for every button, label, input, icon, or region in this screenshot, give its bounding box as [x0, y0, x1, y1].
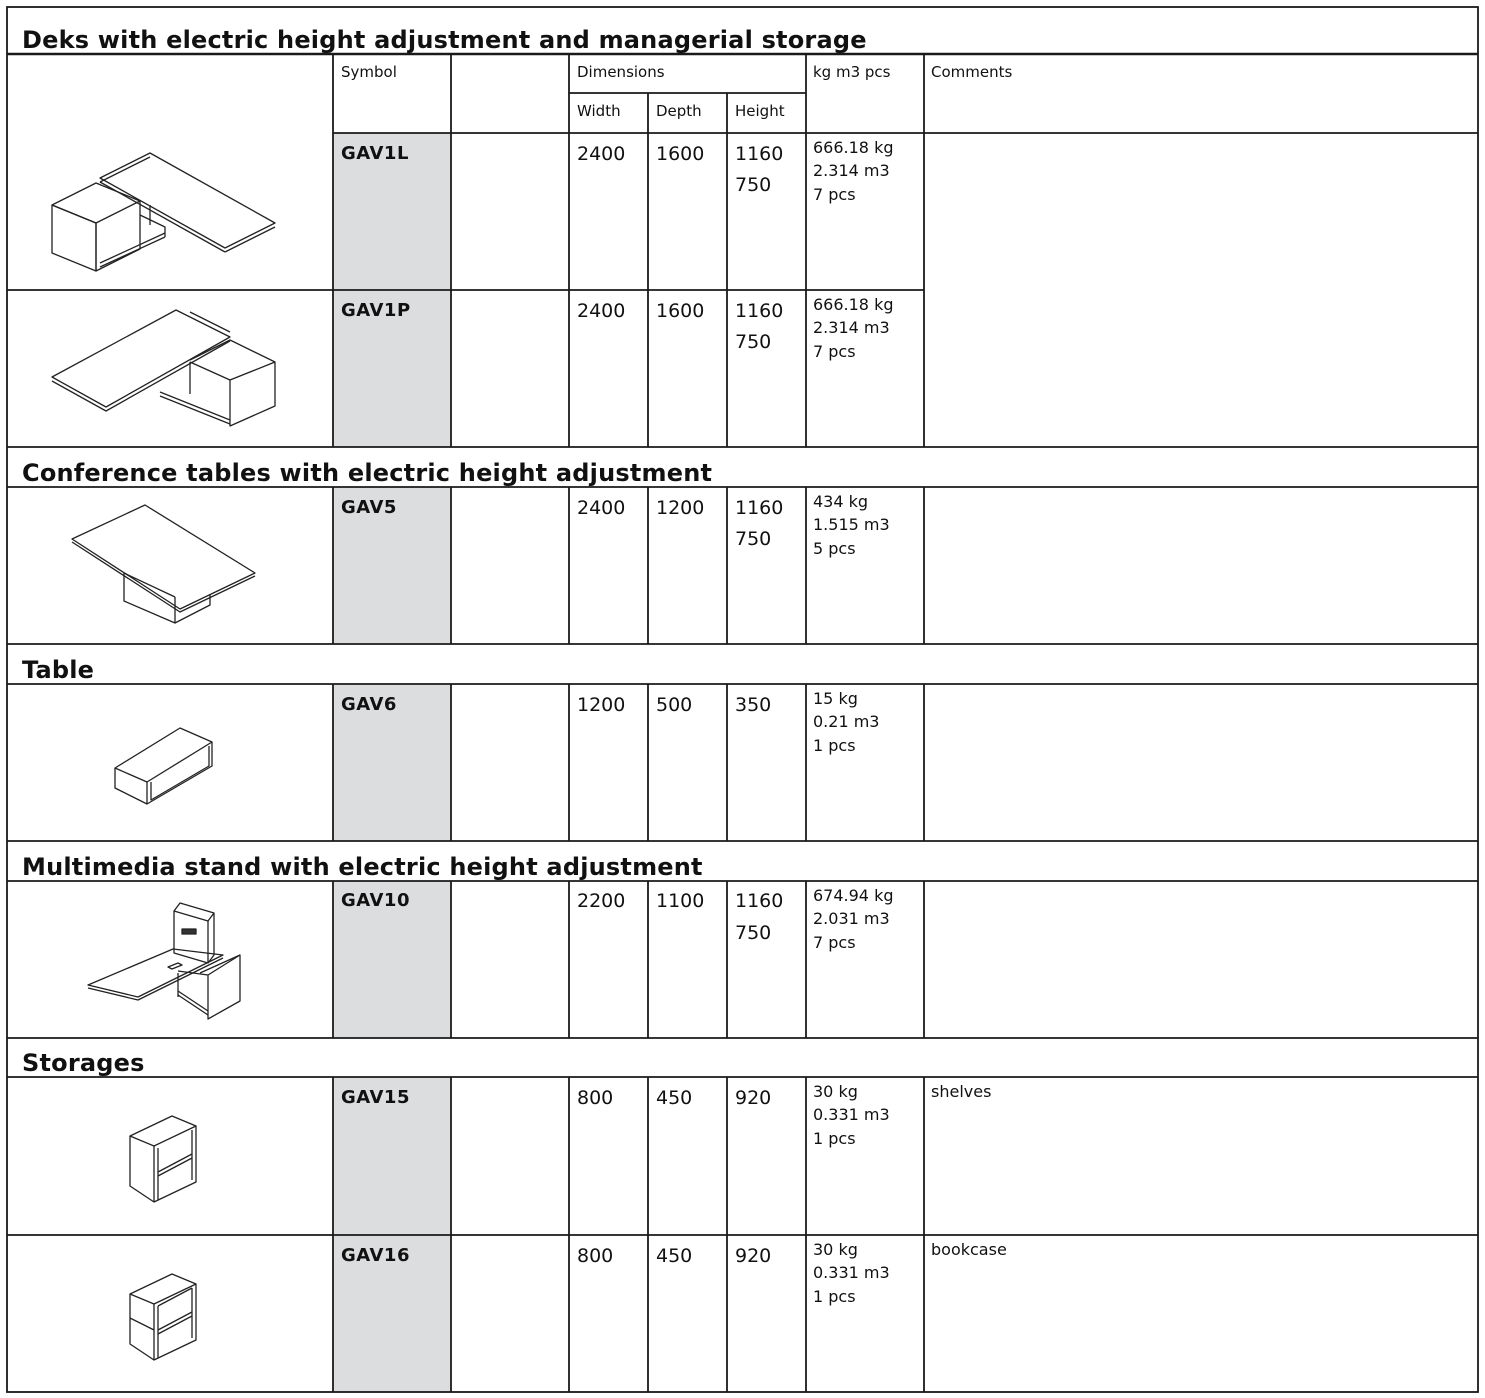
- header-comments: Comments: [931, 63, 1013, 81]
- row-pieces: 7 pcs: [813, 342, 856, 361]
- row-symbol: GAV1L: [341, 143, 409, 164]
- row-symbol: GAV15: [341, 1087, 410, 1108]
- row-pieces: 5 pcs: [813, 539, 856, 558]
- row-height: 1160: [735, 143, 784, 165]
- row-pieces: 1 pcs: [813, 1129, 856, 1148]
- row-volume: 0.331 m3: [813, 1105, 890, 1124]
- row-symbol: GAV6: [341, 694, 397, 715]
- row-width: 800: [577, 1087, 614, 1109]
- row-height-lower: 750: [735, 331, 772, 353]
- row-volume: 0.21 m3: [813, 712, 880, 731]
- row-width: 2400: [577, 300, 626, 322]
- row-weight: 674.94 kg: [813, 886, 894, 905]
- storage-bookcase-icon: [120, 1268, 210, 1368]
- row-comment: shelves: [931, 1082, 992, 1101]
- row-width: 800: [577, 1245, 614, 1267]
- section-title-multimedia-stand: Multimedia stand with electric height adjustment: [22, 853, 703, 881]
- header-kg-m3-pcs: kg m3 pcs: [813, 63, 891, 81]
- row-symbol: GAV1P: [341, 300, 411, 321]
- row-comment: bookcase: [931, 1240, 1007, 1259]
- multimedia-stand-icon: [78, 893, 253, 1028]
- header-width: Width: [577, 102, 621, 120]
- row-depth: 450: [656, 1245, 693, 1267]
- header-depth: Depth: [656, 102, 702, 120]
- row-volume: 2.314 m3: [813, 161, 890, 180]
- row-height-lower: 750: [735, 174, 772, 196]
- section-title-table: Table: [22, 656, 95, 684]
- row-width: 2400: [577, 143, 626, 165]
- row-weight: 15 kg: [813, 689, 858, 708]
- conference-table-icon: [60, 497, 270, 632]
- row-height: 1160: [735, 890, 784, 912]
- row-weight: 434 kg: [813, 492, 869, 511]
- desk-with-storage-right-icon: [40, 302, 290, 437]
- row-symbol: GAV16: [341, 1245, 410, 1266]
- row-symbol: GAV10: [341, 890, 410, 911]
- section-title-conference-tables: Conference tables with electric height adjustment: [22, 459, 713, 487]
- desk-with-storage-left-icon: [40, 145, 290, 280]
- row-depth: 1100: [656, 890, 705, 912]
- row-volume: 2.031 m3: [813, 909, 890, 928]
- row-volume: 0.331 m3: [813, 1263, 890, 1282]
- row-weight: 666.18 kg: [813, 295, 894, 314]
- row-pieces: 7 pcs: [813, 185, 856, 204]
- row-weight: 666.18 kg: [813, 138, 894, 157]
- section-title-desks: Deks with electric height adjustment and managerial storage: [22, 26, 867, 54]
- row-height: 350: [735, 694, 772, 716]
- header-dimensions: Dimensions: [577, 63, 665, 81]
- header-symbol: Symbol: [341, 63, 397, 81]
- header-height: Height: [735, 102, 785, 120]
- row-depth: 1200: [656, 497, 705, 519]
- row-depth: 1600: [656, 143, 705, 165]
- row-volume: 1.515 m3: [813, 515, 890, 534]
- section-title-storages: Storages: [22, 1049, 145, 1077]
- row-width: 2200: [577, 890, 626, 912]
- row-pieces: 1 pcs: [813, 736, 856, 755]
- row-width: 1200: [577, 694, 626, 716]
- row-weight: 30 kg: [813, 1240, 858, 1259]
- row-height: 920: [735, 1087, 772, 1109]
- row-pieces: 1 pcs: [813, 1287, 856, 1306]
- row-width: 2400: [577, 497, 626, 519]
- row-volume: 2.314 m3: [813, 318, 890, 337]
- row-height: 1160: [735, 300, 784, 322]
- row-weight: 30 kg: [813, 1082, 858, 1101]
- row-height: 1160: [735, 497, 784, 519]
- row-height: 920: [735, 1245, 772, 1267]
- row-height-lower: 750: [735, 528, 772, 550]
- row-height-lower: 750: [735, 922, 772, 944]
- row-pieces: 7 pcs: [813, 933, 856, 952]
- row-symbol: GAV5: [341, 497, 397, 518]
- storage-shelves-icon: [120, 1110, 210, 1210]
- row-depth: 500: [656, 694, 693, 716]
- low-table-icon: [105, 718, 225, 813]
- symbol-column-shading: [333, 133, 451, 1392]
- row-depth: 1600: [656, 300, 705, 322]
- row-depth: 450: [656, 1087, 693, 1109]
